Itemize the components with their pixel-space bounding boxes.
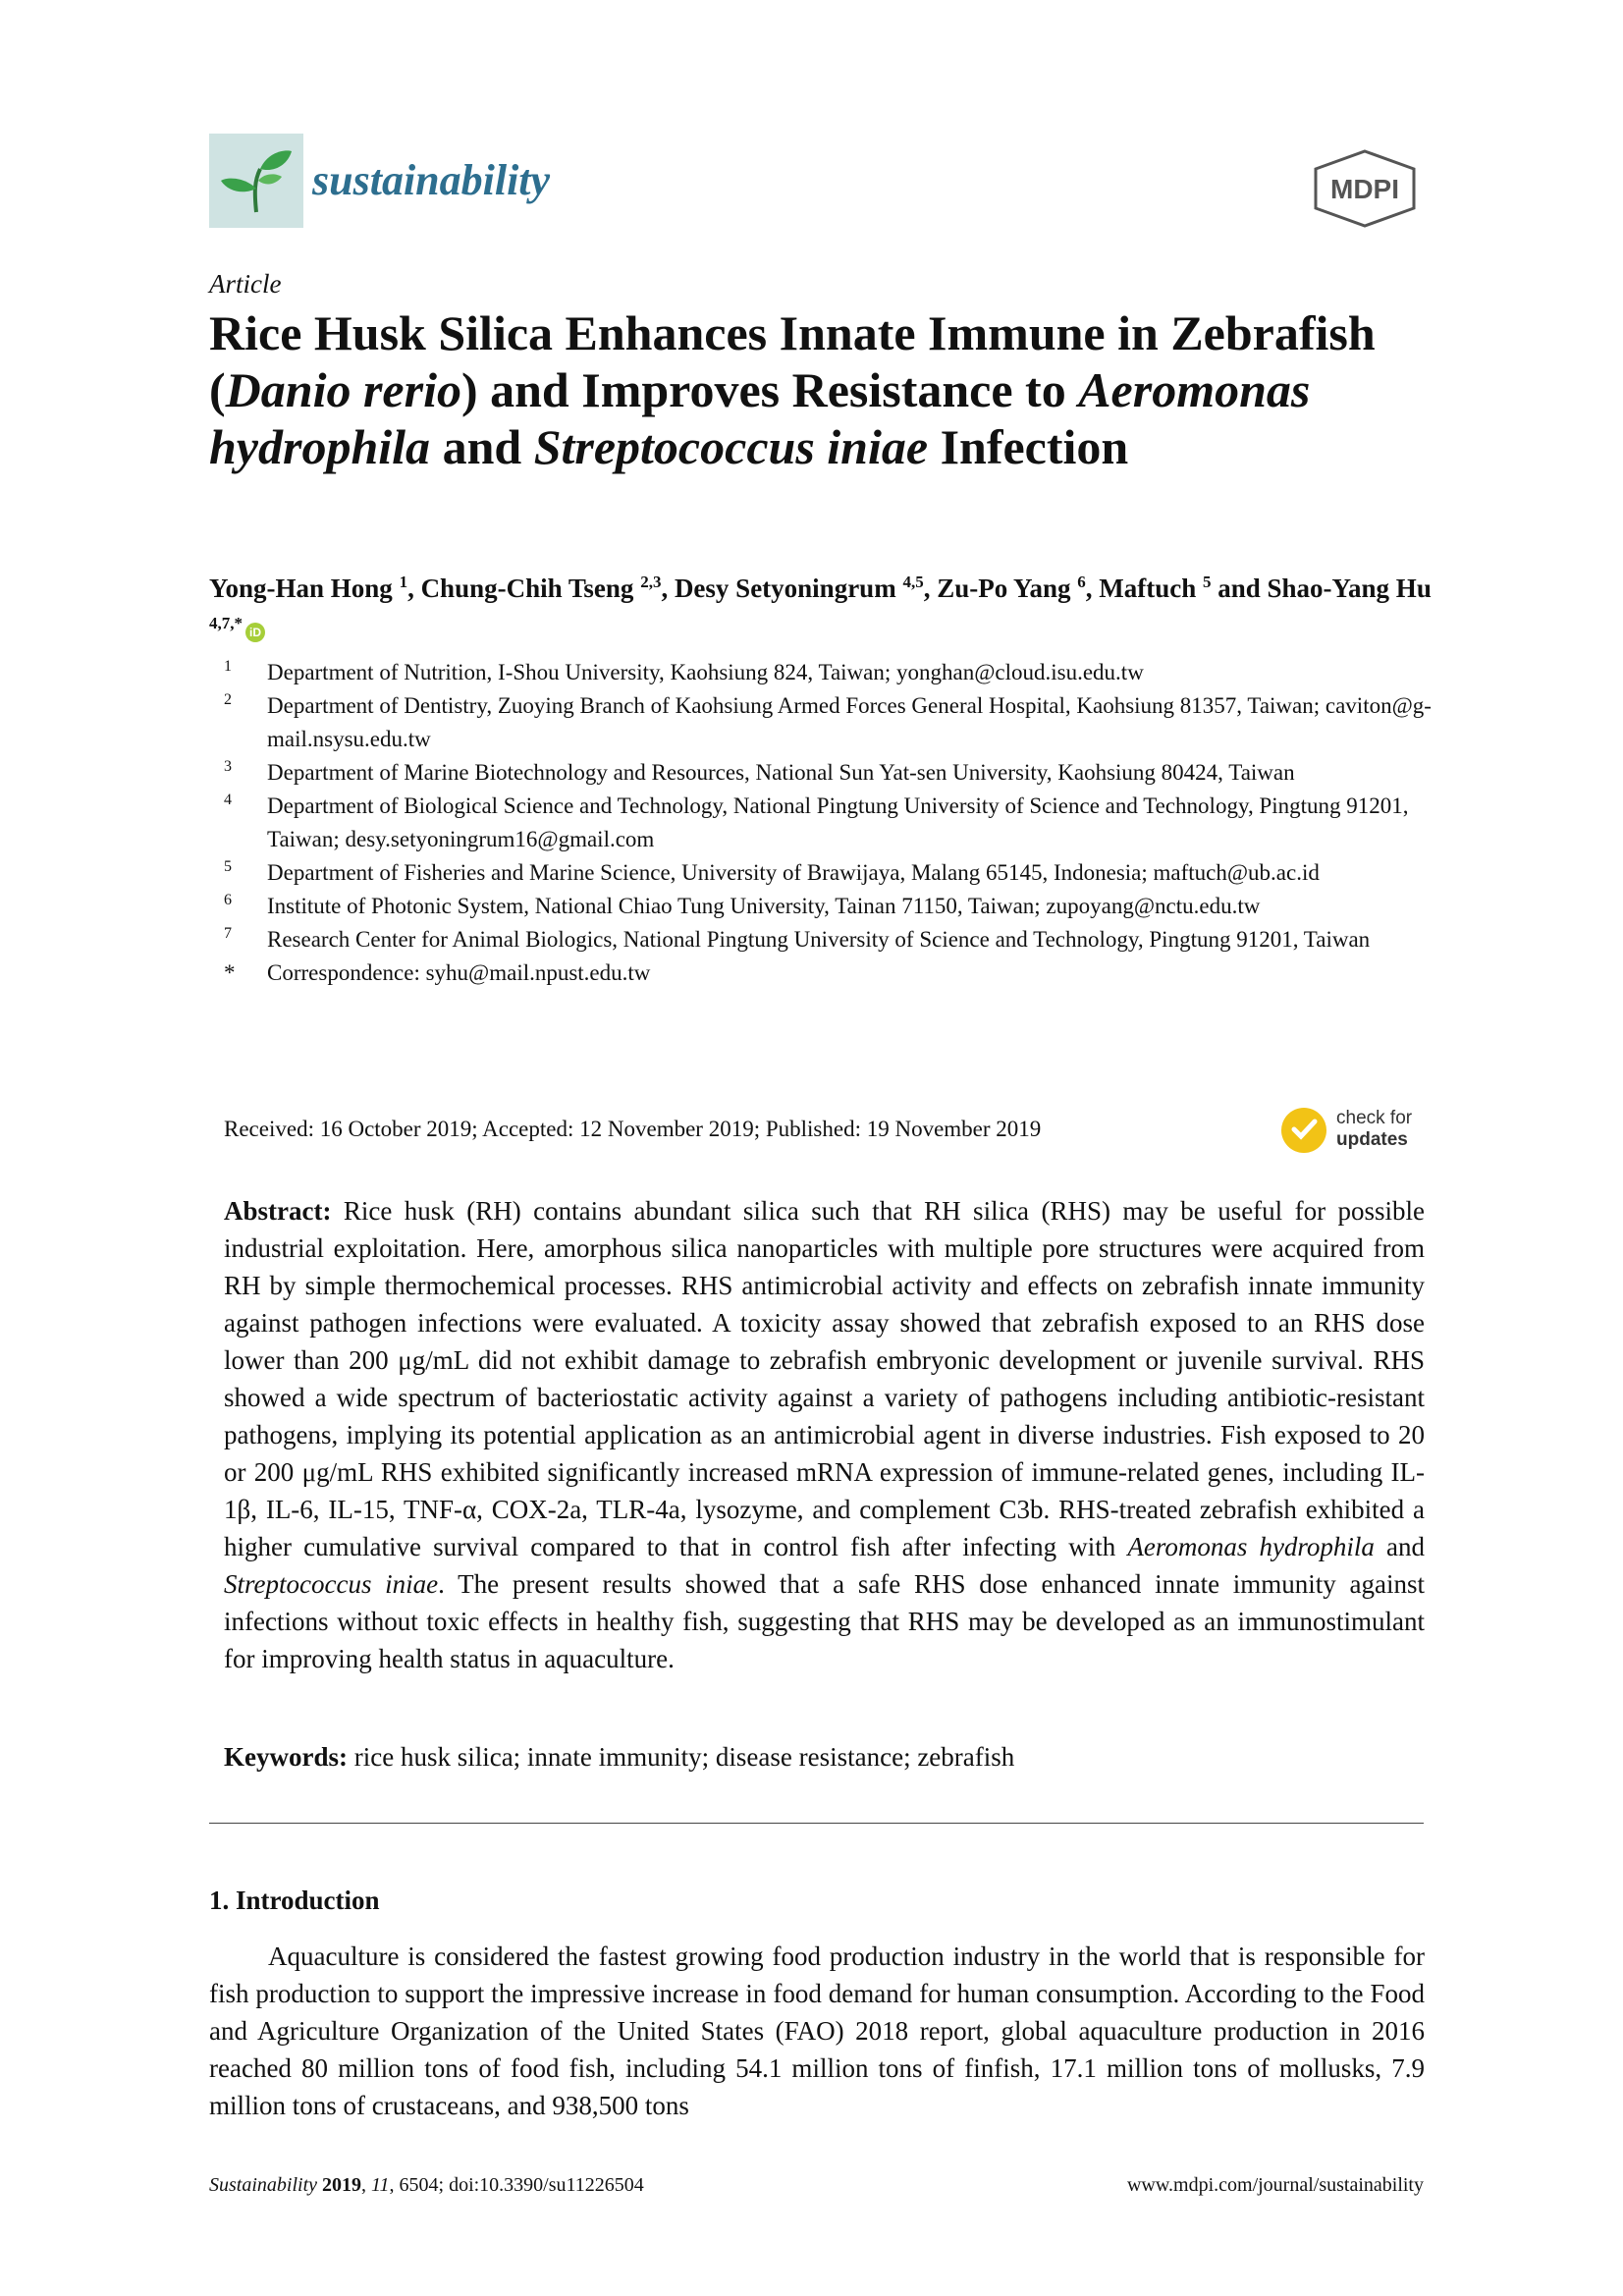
affiliation-text: Research Center for Animal Biologics, National Pingtung University of Science and Technology, Pingtung 91201, Taiwan bbox=[267, 927, 1371, 952]
author-affil-sup: 5 bbox=[1202, 573, 1212, 591]
footer-doi: , 6504; doi:10.3390/su11226504 bbox=[389, 2174, 644, 2196]
keywords-text: rice husk silica; innate immunity; disease resistance; zebrafish bbox=[347, 1742, 1015, 1772]
footer-volume: 11 bbox=[371, 2174, 390, 2196]
author-name: Maftuch bbox=[1099, 574, 1197, 603]
author-name: Yong-Han Hong bbox=[209, 574, 393, 603]
abstract-text: Rice husk (RH) contains abundant silica such that RH silica (RHS) may be useful for possible industrial exploitation. Here, amorphous silica nanoparticles with multiple pore structures were acquired from RH by simple thermochemical processes. RHS antimicrobial activity and effects on zebrafish innate immunity against pathogen infections were evaluated. A toxicity assay showed that zebrafish exposed to an RHS dose lower than 200 μg/mL did not exhibit damage to zebrafish embryonic development or juvenile survival. RHS showed a wide spectrum of bacteriostatic activity against a variety of pathogens including antibiotic-resistant pathogens, implying its potential application as an antimicrobial agent in diverse industries. Fish exposed to 20 or 200 μg/mL RHS exhibited significantly increased mRNA expression of immune-related genes, including IL-1β, IL-6, IL-15, TNF-α, COX-2a, TLR-4a, lysozyme, and complement C3b. RHS-treated zebrafish exhibited a higher cumulative survival compared to that in control fish after infecting with bbox=[224, 1196, 1425, 1561]
article-title bbox=[209, 304, 1446, 475]
affiliations bbox=[224, 656, 1436, 990]
abstract bbox=[224, 1192, 1425, 1677]
title-species: Streptococcus iniae bbox=[533, 419, 929, 474]
title-part: ) and Improves Resistance to bbox=[460, 362, 1079, 417]
affiliation-text: Institute of Photonic System, National Chiao Tung University, Tainan 71150, Taiwan; zupoyang@nctu.edu.tw bbox=[267, 894, 1261, 918]
publication-dates: Received: 16 October 2019; Accepted: 12 November 2019; Published: 19 November 2019 bbox=[224, 1117, 1042, 1141]
abstract-label: Abstract: bbox=[224, 1196, 332, 1226]
affiliation-number: 6 bbox=[224, 892, 232, 908]
check-for-updates-button[interactable] bbox=[1281, 1104, 1429, 1163]
footer-year: 2019 bbox=[322, 2174, 361, 2196]
checkmark-icon bbox=[1289, 1114, 1319, 1143]
affiliation-number: 4 bbox=[224, 792, 232, 808]
affiliation-item bbox=[224, 790, 1436, 856]
journal-name[interactable]: sustainability bbox=[312, 156, 551, 204]
title-part: Infection bbox=[928, 419, 1129, 474]
author-affil-sup: 2,3 bbox=[640, 573, 662, 591]
leaf-icon bbox=[209, 134, 303, 228]
check-updates-line1: check for bbox=[1336, 1108, 1413, 1128]
correspondence-text: Correspondence: syhu@mail.npust.edu.tw bbox=[267, 960, 651, 985]
affiliation-text: Department of Dentistry, Zuoying Branch of Kaohsiung Armed Forces General Hospital, Kaohsiung 81357, Taiwan; caviton@g-mail.nsysu.edu.tw bbox=[267, 693, 1432, 751]
affiliation-text: Department of Nutrition, I-Shou University, Kaohsiung 824, Taiwan; yonghan@cloud.isu.edu.tw bbox=[267, 660, 1144, 684]
journal-logo bbox=[209, 134, 303, 228]
affiliation-number: 1 bbox=[224, 658, 232, 675]
correspondence-item bbox=[224, 957, 1436, 990]
author-name: Desy Setyoningrum bbox=[674, 574, 896, 603]
author-name: Zu-Po Yang bbox=[937, 574, 1071, 603]
orcid-icon[interactable]: iD bbox=[245, 623, 265, 642]
abstract-text: . The present results showed that a safe RHS dose enhanced innate immunity against infections without toxic effects in healthy fish, suggesting that RHS may be developed as an immunostimulant for improving health status in aquaculture. bbox=[224, 1569, 1425, 1673]
citation-footer: Sustainability 2019, 11, 6504; doi:10.3390/su11226504 bbox=[209, 2174, 644, 2196]
affiliation-number: 3 bbox=[224, 758, 232, 775]
title-species: Danio rerio bbox=[225, 362, 461, 417]
abstract-text: and bbox=[1374, 1532, 1426, 1561]
abstract-species: Aeromonas hydrophila bbox=[1127, 1532, 1375, 1561]
affiliation-item bbox=[224, 923, 1436, 957]
author-affil-sup: 4,7,* bbox=[209, 614, 243, 632]
author-affil-sup: 4,5 bbox=[902, 573, 924, 591]
author-affil-sup: 1 bbox=[399, 573, 408, 591]
journal-url-link[interactable]: www.mdpi.com/journal/sustainability bbox=[1126, 2174, 1424, 2196]
title-species: Aeromonas hydrophila bbox=[209, 362, 1311, 474]
divider bbox=[209, 1823, 1424, 1824]
affiliation-item bbox=[224, 656, 1436, 689]
check-updates-line2: updates bbox=[1336, 1129, 1408, 1150]
affiliation-item bbox=[224, 890, 1436, 923]
affiliation-number: 7 bbox=[224, 925, 232, 942]
author-separator: and bbox=[1211, 574, 1268, 603]
title-part: Rice Husk Silica Enhances Innate Immune in Zebrafish ( bbox=[209, 305, 1376, 417]
author-list bbox=[209, 565, 1436, 647]
abstract-species: Streptococcus iniae bbox=[224, 1569, 439, 1599]
affiliation-text: Department of Fisheries and Marine Science, University of Brawijaya, Malang 65145, Indonesia; maftuch@ub.ac.id bbox=[267, 860, 1320, 885]
footer-journal: Sustainability bbox=[209, 2174, 317, 2196]
correspondence-mark: * bbox=[224, 960, 236, 985]
check-badge bbox=[1281, 1108, 1326, 1153]
author-separator: , bbox=[407, 574, 421, 603]
affiliation-number: 5 bbox=[224, 858, 232, 875]
author-affil-sup: 6 bbox=[1077, 573, 1086, 591]
mdpi-text: MDPI bbox=[1330, 174, 1399, 204]
affiliation-number: 2 bbox=[224, 691, 232, 708]
affiliation-item bbox=[224, 689, 1436, 756]
author-separator: , bbox=[661, 574, 675, 603]
affiliation-item bbox=[224, 756, 1436, 790]
affiliation-item bbox=[224, 856, 1436, 890]
affiliation-text: Department of Marine Biotechnology and Resources, National Sun Yat-sen University, Kaohsiung 80424, Taiwan bbox=[267, 760, 1295, 785]
section-heading: 1. Introduction bbox=[209, 1886, 380, 1915]
mdpi-logo[interactable] bbox=[1306, 149, 1424, 228]
intro-section bbox=[209, 1938, 1425, 2124]
author-separator: , bbox=[923, 574, 938, 603]
author-name: Shao-Yang Hu bbox=[1267, 574, 1432, 603]
keywords-label: Keywords: bbox=[224, 1742, 348, 1772]
author-name: Chung-Chih Tseng bbox=[420, 574, 634, 603]
author-separator: , bbox=[1085, 574, 1100, 603]
affiliation-text: Department of Biological Science and Technology, National Pingtung University of Science and Technology, Pingtung 91201, Taiwan; desy.setyoningrum16@gmail.com bbox=[267, 793, 1409, 851]
title-part: and bbox=[430, 419, 534, 474]
article-type: Article bbox=[209, 269, 282, 299]
keywords bbox=[224, 1742, 1014, 1773]
intro-paragraph: Aquaculture is considered the fastest growing food production industry in the world that is responsible for fish production to support the impressive increase in food demand for human consumption. According to the Food and Agriculture Organization of the United States (FAO) 2018 report, global aquaculture production in 2016 reached 80 million tons of food fish, including 54.1 million tons of finfish, 17.1 million tons of mollusks, 7.9 million tons of crustaceans, and 938,500 tons bbox=[209, 1941, 1425, 2120]
